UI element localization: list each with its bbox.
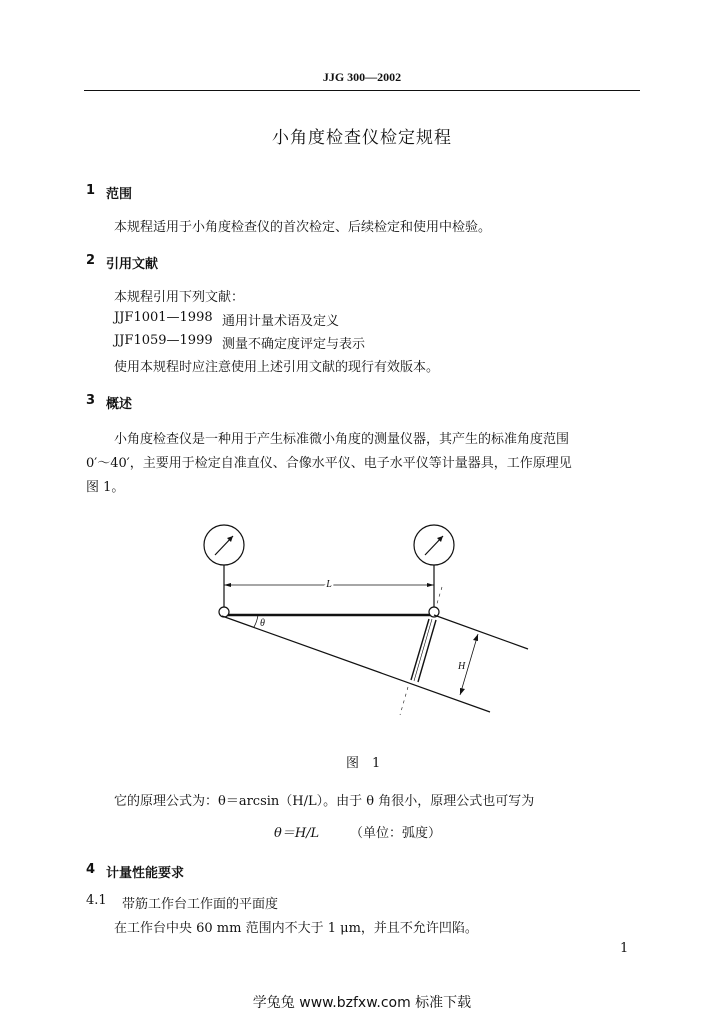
section-4-title: 计量性能要求 [106, 866, 185, 881]
section-2-intro: 本规程引用下列文献： [114, 290, 245, 305]
label-H: H [458, 661, 466, 672]
label-L: L [326, 579, 332, 590]
document-code-header: JJG 300—2002 [322, 70, 402, 84]
inclined-line [222, 616, 490, 712]
section-2-note: 使用本规程时应注意使用上述引用文献的现行有效版本。 [114, 360, 440, 375]
gauge-block-center [414, 619, 432, 681]
reference-1-code: JJF1001—1998 [114, 310, 213, 325]
section-3-number: 3 [86, 393, 96, 408]
section-2-number: 2 [86, 253, 96, 268]
upper-parallel-line [434, 615, 528, 649]
section-4-1-paragraph: 在工作台中央 60 mm 范围内不大于 1 μm，并且不允许凹陷。 [114, 921, 478, 936]
angle-arc [254, 615, 258, 627]
section-1-number: 1 [86, 183, 96, 198]
section-3-line-3: 图 1。 [86, 480, 125, 495]
formula-line: 它的原理公式为：θ＝arcsin（H/L）。由于 θ 角很小，原理公式也可写为 [114, 794, 535, 809]
page-title: 小角度检查仪检定规程 [272, 128, 452, 148]
section-3-line-2: 0′～40′，主要用于检定自准直仪、合像水平仪、电子水平仪等计量器具，工作原理见 [86, 456, 572, 471]
reference-1-title: 通用计量术语及定义 [222, 314, 340, 329]
section-4-1-number: 4.1 [86, 893, 107, 908]
header-rule [84, 90, 640, 91]
page-number: 1 [620, 941, 629, 956]
figure-caption: 图 1 [346, 756, 381, 771]
section-1-title: 范围 [106, 187, 133, 202]
section-3-title: 概述 [106, 397, 133, 412]
dashed-extension-top [436, 587, 442, 607]
formula-unit: （单位：弧度） [350, 826, 442, 841]
footer-watermark: 学兔兔 www.bzfxw.com 标准下载 [252, 995, 472, 1011]
figure-1-diagram [190, 515, 550, 715]
dashed-extension-bottom [400, 687, 408, 715]
gauge-block-edge-right [418, 620, 436, 682]
section-1-paragraph: 本规程适用于小角度检查仪的首次检定、后续检定和使用中检验。 [114, 220, 492, 235]
formula-equation: θ＝H/L [274, 826, 320, 841]
section-3-line-1: 小角度检查仪是一种用于产生标准微小角度的测量仪器，其产生的标准角度范围 [114, 432, 570, 447]
section-2-title: 引用文献 [106, 257, 159, 272]
left-pivot [219, 607, 229, 617]
section-4-number: 4 [86, 862, 96, 877]
label-theta: θ [260, 618, 265, 629]
section-4-1-title: 带筋工作台工作面的平面度 [122, 897, 279, 912]
reference-2-code: JJF1059—1999 [114, 333, 213, 348]
gauge-block-edge-left [411, 619, 429, 680]
reference-2-title: 测量不确定度评定与表示 [222, 337, 366, 352]
